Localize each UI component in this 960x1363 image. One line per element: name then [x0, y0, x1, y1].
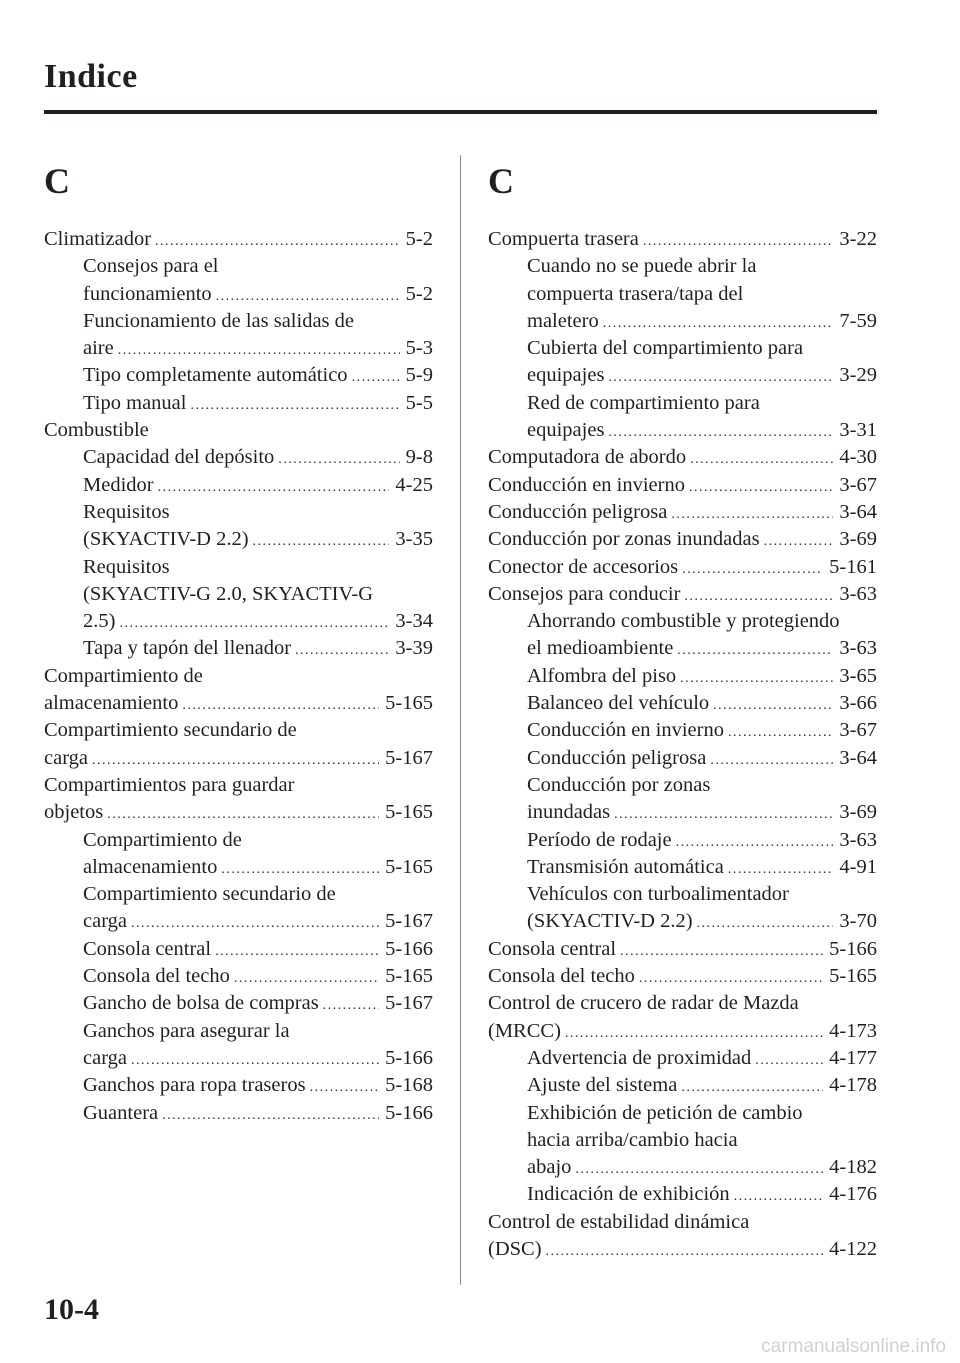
index-entry: [488, 1100, 877, 1127]
dot-leader: [677, 637, 833, 662]
entry-text: Vehículos con turboalimentador: [527, 883, 789, 906]
entry-page-ref: 3-39: [395, 637, 433, 660]
index-entry: [44, 881, 433, 908]
dot-leader: [639, 965, 823, 990]
entry-page-ref: 4-177: [829, 1046, 877, 1069]
entry-text: (SKYACTIV-D 2.2): [527, 910, 693, 933]
entry-text: Transmisión automática: [527, 855, 724, 878]
dot-leader: [575, 1156, 823, 1181]
index-entries-right: [488, 226, 877, 1263]
entry-page-ref: 4-176: [829, 1183, 877, 1206]
entry-text: Conducción por zonas inundadas: [488, 528, 760, 551]
entry-page-ref: 3-22: [839, 228, 877, 250]
index-entry: [488, 417, 877, 444]
entry-text: Climatizador: [44, 228, 152, 250]
entry-text: Compuerta trasera: [488, 228, 639, 250]
dot-leader: [215, 938, 379, 963]
entry-page-ref: 3-63: [839, 637, 877, 660]
watermark: carmanualsonline.info: [761, 1336, 946, 1357]
index-entry: [44, 827, 433, 854]
entry-text: Conducción en invierno: [488, 473, 685, 496]
dot-leader: [614, 801, 833, 826]
index-entry: [44, 854, 433, 881]
entry-text: (SKYACTIV-D 2.2): [83, 528, 249, 551]
entry-page-ref: 7-59: [839, 309, 877, 332]
entry-page-ref: 3-29: [839, 364, 877, 387]
entry-text: Conducción por zonas: [527, 773, 711, 796]
index-entry: [488, 799, 877, 826]
index-entry: [488, 772, 877, 799]
index-entry: [488, 690, 877, 717]
entry-page-ref: 3-70: [839, 910, 877, 933]
dot-leader: [323, 992, 380, 1017]
index-entry: [44, 772, 433, 799]
entry-text: Conducción en invierno: [527, 719, 724, 742]
index-entry: [44, 444, 433, 471]
entry-text: almacenamiento: [83, 855, 218, 878]
entry-text: aire: [83, 337, 114, 360]
index-entry: [488, 335, 877, 362]
entry-text: Compartimiento de: [83, 828, 242, 851]
entry-text: Indicación de exhibición: [527, 1183, 730, 1206]
index-entry: [488, 444, 877, 471]
entry-text: (SKYACTIV-G 2.0, SKYACTIV-G: [83, 582, 374, 605]
dot-leader: [310, 1074, 380, 1099]
entry-text: Conducción peligrosa: [488, 500, 668, 523]
index-entry: [488, 1236, 877, 1263]
entry-page-ref: 4-91: [839, 855, 877, 878]
entry-page-ref: 3-35: [395, 528, 433, 551]
index-entry: [488, 608, 877, 635]
dot-leader: [107, 801, 379, 826]
entry-text: Ahorrando combustible y protegiendo: [527, 610, 840, 633]
entry-page-ref: 5-2: [405, 228, 433, 250]
index-entries-left: [44, 226, 433, 1127]
entry-text: 2.5): [83, 610, 116, 633]
dot-leader: [546, 1238, 824, 1263]
index-column-left: [44, 150, 433, 1127]
index-entry: [488, 963, 877, 990]
entry-page-ref: 3-34: [395, 610, 433, 633]
index-entry: [488, 635, 877, 662]
entry-text: carga: [83, 1046, 128, 1069]
index-entry: [488, 990, 877, 1017]
index-entry: [488, 526, 877, 553]
dot-leader: [710, 747, 833, 772]
entry-text: el medioambiente: [527, 637, 674, 660]
index-entry: [44, 908, 433, 935]
entry-text: (MRCC): [488, 1019, 561, 1042]
entry-text: Consola del techo: [83, 965, 230, 988]
dot-leader: [603, 310, 834, 335]
entry-text: funcionamiento: [83, 282, 212, 305]
entry-text: Compartimientos para guardar: [44, 773, 295, 796]
index-entry: [44, 226, 433, 253]
entry-page-ref: 4-182: [829, 1156, 877, 1179]
entry-text: hacia arriba/cambio hacia: [527, 1128, 738, 1151]
entry-page-ref: 5-5: [405, 391, 433, 414]
dot-leader: [728, 856, 834, 881]
dot-leader: [684, 583, 833, 608]
index-entry: [488, 854, 877, 881]
dot-leader: [162, 1102, 379, 1127]
entry-text: Capacidad del depósito: [83, 446, 275, 469]
entry-page-ref: 9-8: [405, 446, 433, 469]
entry-text: Compartimiento de: [44, 664, 203, 687]
entry-text: Consola central: [83, 937, 212, 960]
entry-text: Exhibición de petición de cambio: [527, 1101, 803, 1124]
entry-text: Compartimiento secundario de: [44, 719, 297, 742]
index-entry: [44, 1072, 433, 1099]
entry-page-ref: 5-165: [385, 965, 433, 988]
entry-text: Funcionamiento de las salidas de: [83, 309, 354, 332]
dot-leader: [608, 419, 833, 444]
entry-text: Medidor: [83, 473, 154, 496]
entry-page-ref: 5-167: [385, 992, 433, 1015]
dot-leader: [713, 692, 833, 717]
index-entry: [488, 1018, 877, 1045]
entry-page-ref: 5-166: [829, 937, 877, 960]
index-entry: [44, 690, 433, 717]
dot-leader: [682, 556, 823, 581]
index-entry: [44, 963, 433, 990]
index-entry: [44, 663, 433, 690]
entry-text: Tipo completamente automático: [83, 364, 348, 387]
dot-leader: [608, 364, 833, 389]
index-entry: [488, 827, 877, 854]
header-rule: [44, 110, 877, 114]
dot-leader: [690, 446, 833, 471]
entry-text: abajo: [527, 1156, 572, 1179]
index-entry: [488, 581, 877, 608]
entry-page-ref: 5-166: [385, 1101, 433, 1124]
dot-leader: [190, 392, 399, 417]
entry-page-ref: 4-173: [829, 1019, 877, 1042]
index-entry: [488, 226, 877, 253]
entry-text: Control de estabilidad dinámica: [488, 1210, 750, 1233]
entry-page-ref: 5-9: [405, 364, 433, 387]
dot-leader: [697, 910, 834, 935]
section-letter: C: [488, 161, 514, 201]
entry-text: Tapa y tapón del llenador: [83, 637, 292, 660]
index-entry: [488, 1072, 877, 1099]
index-entry: [488, 1181, 877, 1208]
entry-text: Consola central: [488, 937, 617, 960]
entry-text: Balanceo del vehículo: [527, 692, 710, 715]
index-entry: [44, 717, 433, 744]
dot-leader: [278, 446, 399, 471]
dot-leader: [158, 474, 390, 499]
entry-text: objetos: [44, 801, 104, 824]
index-entry: [488, 362, 877, 389]
entry-page-ref: 4-122: [829, 1237, 877, 1260]
entry-text: Compartimiento secundario de: [83, 883, 336, 906]
dot-leader: [676, 829, 834, 854]
dot-leader: [671, 501, 833, 526]
dot-leader: [118, 337, 400, 362]
entry-text: equipajes: [527, 419, 605, 442]
dot-leader: [131, 1047, 379, 1072]
dot-leader: [352, 364, 400, 389]
entry-text: almacenamiento: [44, 692, 179, 715]
entry-page-ref: 3-63: [839, 582, 877, 605]
index-entry: [488, 499, 877, 526]
entry-page-ref: 5-165: [385, 801, 433, 824]
dot-leader: [182, 692, 379, 717]
dot-leader: [131, 910, 379, 935]
index-entry: [44, 1100, 433, 1127]
entry-page-ref: 5-2: [405, 282, 433, 305]
entry-text: Conector de accesorios: [488, 555, 679, 578]
entry-page-ref: 3-69: [839, 801, 877, 824]
index-entry: [488, 1209, 877, 1236]
dot-leader: [680, 665, 833, 690]
index-entry: [44, 799, 433, 826]
entry-page-ref: 5-166: [385, 1046, 433, 1069]
entry-page-ref: 3-65: [839, 664, 877, 687]
dot-leader: [764, 528, 834, 553]
index-entry: [44, 936, 433, 963]
index-entry: [44, 417, 433, 444]
dot-leader: [755, 1047, 823, 1072]
dot-leader: [216, 283, 400, 308]
index-entry: [44, 390, 433, 417]
entry-page-ref: 3-64: [839, 746, 877, 769]
entry-text: carga: [44, 746, 89, 769]
entry-text: Control de crucero de radar de Mazda: [488, 992, 799, 1015]
entry-text: Computadora de abordo: [488, 446, 687, 469]
index-entry: [488, 663, 877, 690]
entry-page-ref: 5-168: [385, 1074, 433, 1097]
index-entry: [44, 335, 433, 362]
index-entry: [488, 881, 877, 908]
entry-text: Tipo manual: [83, 391, 187, 414]
index-entry: [44, 581, 433, 608]
entry-text: compuerta trasera/tapa del: [527, 282, 744, 305]
dot-leader: [155, 228, 400, 253]
entry-text: Ganchos para ropa traseros: [83, 1074, 306, 1097]
dot-leader: [681, 1074, 823, 1099]
entry-text: Red de compartimiento para: [527, 391, 760, 414]
index-entry: [44, 1018, 433, 1045]
dot-leader: [253, 528, 390, 553]
dot-leader: [734, 1183, 824, 1208]
entry-page-ref: 5-165: [385, 855, 433, 878]
entry-text: Advertencia de proximidad: [527, 1046, 752, 1069]
column-divider: [460, 155, 461, 1285]
section-letter: C: [44, 161, 70, 201]
entry-text: Conducción peligrosa: [527, 746, 707, 769]
dot-leader: [620, 938, 823, 963]
index-entry: [44, 499, 433, 526]
entry-page-ref: 3-67: [839, 473, 877, 496]
page-number: 10-4: [44, 1293, 99, 1326]
dot-leader: [92, 747, 379, 772]
entry-text: inundadas: [527, 801, 611, 824]
entry-text: Período de rodaje: [527, 828, 672, 851]
entry-page-ref: 3-67: [839, 719, 877, 742]
index-entry: [488, 554, 877, 581]
entry-text: maletero: [527, 309, 599, 332]
index-entry: [44, 608, 433, 635]
entry-text: carga: [83, 910, 128, 933]
index-entry: [488, 936, 877, 963]
entry-text: equipajes: [527, 364, 605, 387]
index-entry: [488, 390, 877, 417]
dot-leader: [119, 610, 389, 635]
entry-text: Guantera: [83, 1101, 159, 1124]
entry-page-ref: 4-30: [839, 446, 877, 469]
entry-text: Cuando no se puede abrir la: [527, 255, 757, 278]
entry-page-ref: 5-165: [385, 692, 433, 715]
entry-page-ref: 4-178: [829, 1074, 877, 1097]
index-entry: [488, 1154, 877, 1181]
index-entry: [488, 281, 877, 308]
entry-text: Consejos para el: [83, 255, 219, 278]
index-entry: [44, 745, 433, 772]
index-entry: [44, 635, 433, 662]
index-entry: [44, 308, 433, 335]
dot-leader: [234, 965, 379, 990]
entry-page-ref: 5-166: [385, 937, 433, 960]
index-entry: [488, 253, 877, 280]
entry-page-ref: 4-25: [395, 473, 433, 496]
entry-page-ref: 5-167: [385, 746, 433, 769]
entry-text: Requisitos: [83, 555, 170, 578]
entry-page-ref: 5-165: [829, 965, 877, 988]
dot-leader: [295, 637, 389, 662]
entry-page-ref: 3-31: [839, 419, 877, 442]
entry-text: Alfombra del piso: [527, 664, 677, 687]
index-entry: [488, 1127, 877, 1154]
entry-text: Combustible: [44, 419, 149, 442]
index-entry: [488, 717, 877, 744]
entry-page-ref: 5-3: [405, 337, 433, 360]
dot-leader: [728, 719, 833, 744]
page-title: Indice: [44, 58, 138, 95]
dot-leader: [565, 1020, 823, 1045]
entry-text: (DSC): [488, 1237, 542, 1260]
entry-text: Ajuste del sistema: [527, 1074, 678, 1097]
index-entry: [44, 281, 433, 308]
index-entry: [488, 472, 877, 499]
entry-page-ref: 5-167: [385, 910, 433, 933]
entry-page-ref: 3-64: [839, 500, 877, 523]
index-entry: [44, 526, 433, 553]
dot-leader: [643, 228, 834, 253]
entry-text: Cubierta del compartimiento para: [527, 337, 804, 360]
index-entry: [44, 990, 433, 1017]
index-entry: [44, 554, 433, 581]
dot-leader: [689, 474, 833, 499]
entry-page-ref: 3-63: [839, 828, 877, 851]
dot-leader: [221, 856, 379, 881]
index-entry: [44, 472, 433, 499]
index-entry: [488, 908, 877, 935]
entry-page-ref: 5-161: [829, 555, 877, 578]
entry-page-ref: 3-66: [839, 692, 877, 715]
entry-text: Gancho de bolsa de compras: [83, 992, 319, 1015]
index-entry: [488, 308, 877, 335]
entry-text: Requisitos: [83, 500, 170, 523]
index-entry: [44, 362, 433, 389]
index-entry: [44, 253, 433, 280]
entry-text: Consola del techo: [488, 965, 635, 988]
index-entry: [488, 1045, 877, 1072]
index-entry: [488, 745, 877, 772]
entry-text: Consejos para conducir: [488, 582, 681, 605]
index-column-right: [488, 150, 877, 1263]
entry-text: Ganchos para asegurar la: [83, 1019, 290, 1042]
entry-page-ref: 3-69: [839, 528, 877, 551]
index-entry: [44, 1045, 433, 1072]
